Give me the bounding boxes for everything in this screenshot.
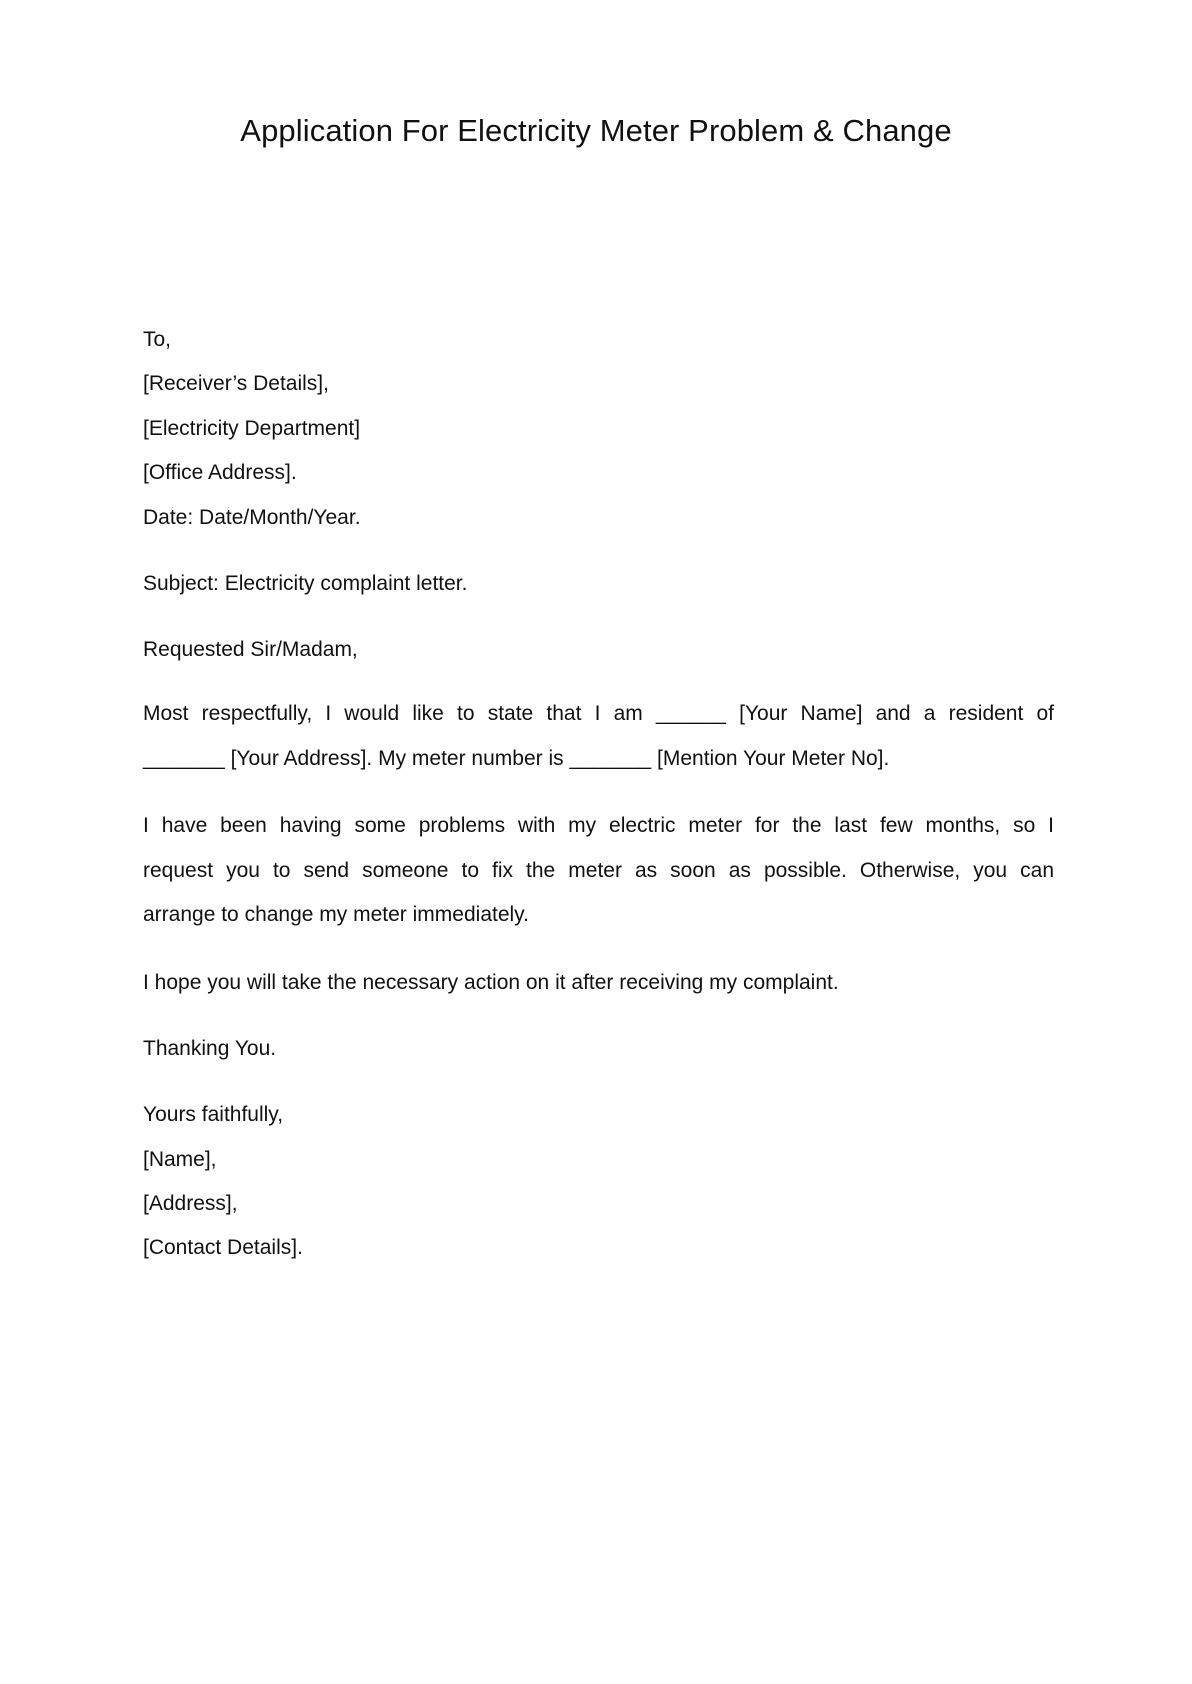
recipient-office-address: [Office Address]. bbox=[143, 461, 297, 484]
recipient-department: [Electricity Department] bbox=[143, 417, 361, 440]
recipient-to: To, bbox=[143, 328, 172, 351]
paragraph-problem-line: arrange to change my meter immediately. bbox=[143, 903, 529, 926]
closing-sign-off: Yours faithfully, bbox=[143, 1103, 284, 1126]
letter-greeting: Requested Sir/Madam, bbox=[143, 638, 358, 661]
paragraph-introduction-line: _______ [Your Address]. My meter number is _______ [Mention Your Meter No]. bbox=[143, 746, 890, 770]
paragraph-problem bbox=[143, 804, 1054, 938]
paragraph-request: I hope you will take the necessary action on it after receiving my complaint. bbox=[143, 971, 839, 994]
paragraph-introduction-line: Most respectfully, I would like to state that I am ______ [Your Name] and a resident of bbox=[143, 702, 1054, 725]
letter-date: Date: Date/Month/Year. bbox=[143, 506, 361, 529]
paragraph-problem-line: request you to send someone to fix the meter as soon as possible. Otherwise, you can bbox=[143, 858, 1054, 882]
letter-thanks: Thanking You. bbox=[143, 1037, 277, 1060]
closing-address: [Address], bbox=[143, 1192, 238, 1215]
letter-subject: Subject: Electricity complaint letter. bbox=[143, 572, 468, 595]
closing-name: [Name], bbox=[143, 1148, 217, 1171]
paragraph-problem-line: I have been having some problems with my electric meter for the last few months, so I bbox=[143, 814, 1054, 837]
paragraph-introduction bbox=[143, 692, 1054, 781]
closing-contact: [Contact Details]. bbox=[143, 1236, 303, 1259]
document-title: Application For Electricity Meter Problem & Change bbox=[240, 113, 952, 148]
recipient-receiver: [Receiver’s Details], bbox=[143, 372, 329, 395]
